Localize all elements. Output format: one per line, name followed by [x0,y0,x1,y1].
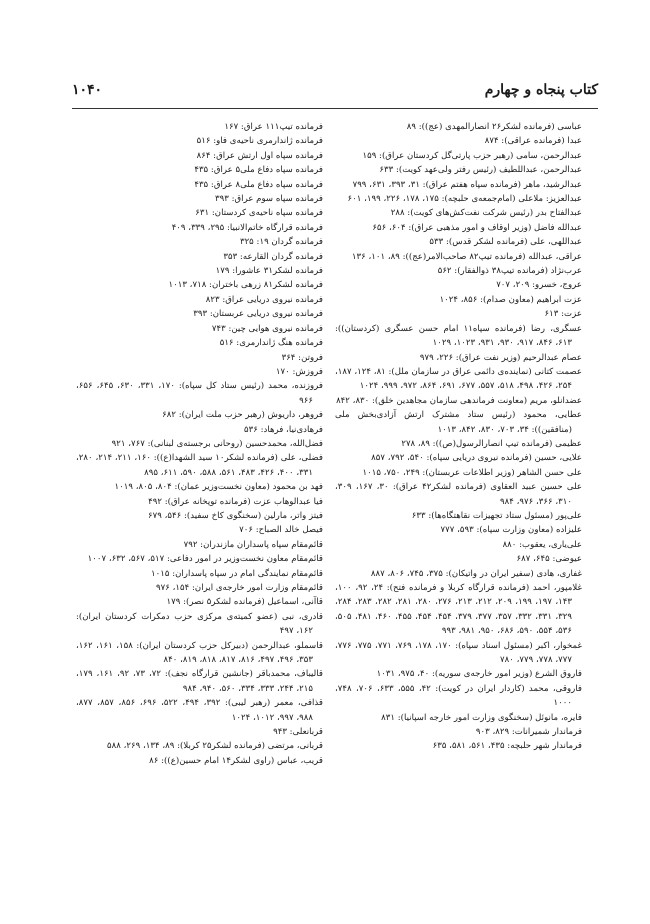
index-entry: قربانعلی: ۹۴۳ [273,727,323,738]
index-entry: فایره، مانوئل (سخنگوی وزارت امور خارجه اسپانیا): ۸۳۱ [381,712,582,723]
index-entry: عباسی (فرمانده لشکر۲۶ انصارالمهدی (عج)): ۸۹ [406,122,582,132]
index-entry: فرمانده لشکر۳۱ عاشورا: ۱۷۹ [215,266,323,277]
index-entry: فرمانده گردان ۱۹: ۳۲۵ [239,237,323,248]
index-entry: عبداللهی، علی (فرمانده لشکر قدس): ۵۳۳ [429,237,582,248]
page-header [72,80,598,109]
index-entry: عظیمی (فرمانده تیپ انصارالرسول(ص)): ۸۹، ۲۷۸ [401,438,582,449]
index-entry: عرب‌نژاد (فرمانده تیپ۳۸ ذوالفقار): ۵۶۲ [437,266,582,277]
index-entry: قائم‌مقام معاون نخست‌وزیر در امور دفاعی: ۵۱۷، ۵۶۷، ۶۳۲، ۱۰۰۷ [87,554,323,565]
index-entry: عصمت کتانی (نماینده‌ی دائمی عراق در سازمان ملل): ۸۱، ۱۲۴، ۱۸۷، ۲۵۴، ۴۲۶، ۴۹۸، ۵۱۸، ۵۵۷، ۶۷۷، ۶۹۱، ۸۶۴، ۹۷۲، ۹۹۹، ۱۰۲۴ [335,366,582,392]
index-entry: قربانی، مرتضی (فرمانده لشکر۲۵ کربلا): ۸۹، ۱۳۴، ۲۶۹، ۵۸۸ [106,741,323,752]
index-entry: غلامپور، احمد (فرمانده قرارگاه کربلا و فرمانده فتح): ۲۴، ۹۲، ۱۰۰، ۱۴۳، ۱۹۷، ۱۹۹، ۲۰۹، ۲۱۲، ۲۱۳، ۲۷۶، ۲۸۰، ۲۸۱، ۲۸۲، ۲۸۳، ۲۸۴، ۳۲۹، ۳۳۱، ۳۳۲، ۳۵۷، ۳۷۷، ۳۷۹، ۴۵۴، ۴۵۴، ۴۵۵، ۴۶۰، ۴۸۱، ۵۰۵، ۵۳۶، ۵۵۴، ۵۹۰، ۶۸۶، ۹۵۰، ۹۸۱، ۹۹۳ [335,583,582,637]
index-entry: فرمانده سپاه دفاع ملی۸ عراق: ۴۳۵ [194,179,323,190]
index-entry: قادری، نبی (عضو کمیته‌ی مرکزی حزب دمکرات کردستان ایران): ۱۶۲، ۴۹۷ [76,611,323,637]
index-entry: فروتن: ۳۶۴ [281,352,323,363]
index-entry: عبدالفتاح بدر (رئیس شرکت نفت‌کش‌های کویت): ۲۸۸ [390,208,582,219]
index-entry: عبدالرحمن، عبداللطیف (رئیس رفتر ولی‌عهد کویت): ۶۳۳ [379,165,582,176]
index-entry: فضل‌الله، محمدحسین (روحانی برجسته‌ی لبنانی): ۷۶۷، ۹۲۱ [111,438,323,449]
index-entry: عبدالرحمن، سامی (رهبر حزب پارتی‌گل کردستان عراق): ۱۵۹ [362,150,582,161]
index-entry: عطایی، محمود (رئیس ستاد مشترک ارتش آزادی‌بخش ملی (منافقین)): ۳۴، ۷۰۳، ۸۳۰، ۸۴۲، ۱۰۱۳ [335,410,582,435]
index-entry: عزت: ۶۱۳ [544,309,582,320]
index-entry: فیا عبدالوهاب عزت (فرمانده توپخانه عراق): ۴۹۲ [148,496,323,507]
index-entry: فاروقی، محمد (کاردار ایران در کویت): ۴۲، ۵۵۵، ۶۳۳، ۷۰۶، ۷۴۸، ۱۰۰۰ [335,683,582,709]
index-entry: قذافی، معمر (رهبر لیبی): ۳۹۲، ۴۹۴، ۵۲۲، ۶۹۶، ۸۵۶، ۸۵۷، ۸۷۷، ۹۸۸، ۹۹۷، ۱۰۱۲، ۱۰۲۴ [76,698,323,723]
index-entry: عبدالله فاضل (وزیر اوقاف و امور مذهبی عراق): ۶۰۴، ۶۵۶ [372,222,582,233]
index-entry: عراقی، عبدالله (فرمانده تیپ۸۲ صاحب‌الامر(عج)): ۸۹، ۱۰۱، ۱۳۶ [351,251,582,262]
index-entry: علی‌یاری، یعقوب: ۸۸۰ [502,539,582,550]
index-entry: قاآنی، اسماعیل (فرمانده لشکر۵ نصر): ۱۷۹ [166,597,323,608]
index-entry: قائم‌مقام سپاه پاسداران مازندران: ۷۹۲ [183,539,323,550]
index-entry: فرمانده سپاه دفاع ملی۵ عراق: ۴۳۵ [194,165,323,176]
index-entry: غمخوار، اکبر (مسئول اسناد سپاه): ۱۷۰، ۱۷۸، ۷۶۹، ۷۷۱، ۷۷۵، ۷۷۶، ۷۷۷، ۷۷۸، ۷۷۹، ۷۸۰ [335,640,582,666]
index-entry: قریب، عباس (راوی لشکر۱۴ امام حسین(ع)): ۸۶ [149,755,323,766]
index-entry: فرمانده تیپ۱۱۱ عراق: ۱۶۷ [224,122,323,132]
index-entry: فرمانده نیروی دریایی عراق: ۸۲۳ [205,294,323,305]
index-entry: فروزش: ۱۷۰ [275,366,323,377]
index-entry: علی‌پور (مسئول ستاد تجهیزات نقاهتگاه‌ها): ۶۳۳ [411,510,582,521]
index-entry: فروزنده، محمد (رئیس ستاد کل سپاه): ۱۷۰، ۳۳۱، ۶۳۰، ۶۴۵، ۶۵۶، ۹۶۶ [76,381,323,406]
index-entry: عروج، خسرو: ۲۰۹، ۷۰۷ [496,280,582,291]
index-entry: عبدالرشید، ماهر (فرمانده سپاه هفتم عراق): ۳۱، ۳۹۳، ۶۳۱، ۷۹۹ [352,179,582,190]
index-entry: غفاری، هادی (سفیر ایران در واتیکان): ۳۷۵، ۷۴۵، ۸۰۶، ۸۸۷ [370,568,582,579]
index-entry: فرمانده ژاندارمری ناحیه‌ی فاو: ۵۱۶ [196,136,323,147]
index-entry: عضدانلو، مریم (معاونت فرماندهی سازمان مجاهدین خلق): ۸۳۰، ۸۴۲ [336,395,582,406]
index-entry: فرمانده گردان القارعه: ۳۵۳ [223,251,323,262]
index-entry: فرمانده نیروی دریایی عربستان: ۳۹۳ [193,309,323,320]
index-entry: عسگری، رضا (فرمانده سپاه۱۱ امام حسن عسگری (کردستان)): ۶۱۳، ۸۴۶، ۹۱۷، ۹۳۰، ۹۳۱، ۱۰۲۳، ۱۰۲۹ [335,323,582,349]
index-entry: عبدا (فرمانده عراقی): ۸۷۴ [484,136,582,147]
index-entry: فرمانده سپاه سوم عراق: ۳۹۳ [215,194,323,205]
index-column-left [76,120,323,768]
index-entry: عبدالعزیز: ملاعلی (امام‌جمعه‌ی حلبچه): ۱۷۵، ۱۷۸، ۲۲۶، ۱۹۹، ۶۰۱ [347,194,582,205]
index-entry: علیزاده (معاون وزارت سپاه): ۵۹۳، ۷۷۷ [440,525,582,536]
index-entry: عزت ابراهیم (معاون صدام): ۸۵۶، ۱۰۲۴ [439,294,582,305]
index-entry: فرمانده لشکر۸۱ زرهی باختران: ۷۱۸، ۱۰۱۳ [168,280,323,291]
index-entry: قائم‌مقام وزارت امور خارجه‌ی ایران: ۱۵۴، ۹۷۶ [156,583,323,593]
page-number: ۱۰۴۰ [72,82,103,98]
index-entry: علایی، حسین (فرمانده نیروی دریایی سپاه): ۵۴۰، ۷۹۲، ۸۵۷ [371,453,582,464]
index-entry: فرمانده سپاه اول ارتش عراق: ۸۶۴ [196,150,323,161]
index-entry: قاسملو، عبدالرحمن (دبیرکل حزب کردستان ایران): ۱۵۸، ۱۶۱، ۱۶۲، ۳۵۳، ۴۹۶، ۴۹۷، ۸۱۶، ۸۱۷، ۸۱۸، ۸۱۹، ۸۴۰ [76,640,323,666]
index-entry: فهد بن محمود (معاون نخست‌وزیر عمان): ۸۰۴، ۸۰۵، ۱۰۱۹ [114,482,323,493]
index-entry: فیصل خالد الصباح: ۷۰۶ [239,525,323,536]
index-entry: فاروق الشرع (وزیر امور خارجه‌ی سوریه): ۴۰، ۹۷۵، ۱۰۳۱ [376,669,582,680]
index-entry: فرمانده سپاه ناحیه‌ی کردستان: ۶۳۱ [195,208,323,219]
index-entry: علی حسن الشاهر (وزیر اطلاعات عربستان): ۲۴۹، ۷۵۰، ۱۰۱۵ [362,467,582,478]
index-entry: فرماندار شمیرانات: ۸۲۹، ۹۰۳ [475,727,582,738]
index-entry: فضلی، علی (فرمانده لشکر۱۰ سید الشهدا(ع)): ۱۶۰، ۲۱۱، ۲۱۴، ۲۸۰، ۳۳۱، ۴۰۰، ۴۲۶، ۴۸۳، ۵۶۱، ۵۸۸، ۵۹۰، ۶۱۱، ۸۹۵ [76,453,323,478]
index-entry: فرمانده نیروی هوایی چین: ۷۴۳ [211,323,323,334]
index-entry: فرهادی‌نیا، فرهاد: ۵۳۶ [244,424,323,435]
index-entry: فرمانده هنگ ژاندارمری: ۵۱۶ [219,338,323,349]
index-entry: علی حسین عبید العقاوی (فرمانده لشکر۴۲ عراق): ۳۰، ۱۶۷، ۳۰۹، ۳۱۰، ۳۶۶، ۹۷۶، ۹۸۴ [335,482,582,507]
index-entry: فیتز واتر، مارلین (سخنگوی کاخ سفید): ۵۴۶، ۶۷۹ [148,510,323,521]
index-entry: فرماندار شهر حلبچه: ۴۳۵، ۵۶۱، ۵۸۱، ۶۳۵ [432,741,582,752]
index-entry: قائم‌مقام نمایندگی امام در سپاه پاسداران: ۱۰۱۵ [151,568,323,579]
index-entry: عیوضی: ۶۴۵، ۶۸۷ [516,554,582,565]
index-entry: فرمانده قرارگاه خاتم‌الانبیا: ۲۹۵، ۳۳۹، ۴۰۹ [171,222,323,233]
index-entry: فروهر، داریوش (رهبر حزب ملت ایران): ۶۸۲ [162,410,323,421]
index-entry: قالیباف، محمدباقر (جانشین قرارگاه نجف): ۷۲، ۷۳، ۹۲، ۱۶۱، ۱۷۹، ۲۱۵، ۲۴۴، ۳۳۳، ۳۳۴، ۵۶۰، ۹۴۰، ۹۸۴ [76,669,323,694]
book-title: کتاب پنجاه و چهارم [484,82,598,98]
index-entry: عصام عبدالرحیم (وزیر نفت عراق): ۲۲۶، ۹۷۹ [419,352,582,363]
index-column-right [335,120,582,754]
